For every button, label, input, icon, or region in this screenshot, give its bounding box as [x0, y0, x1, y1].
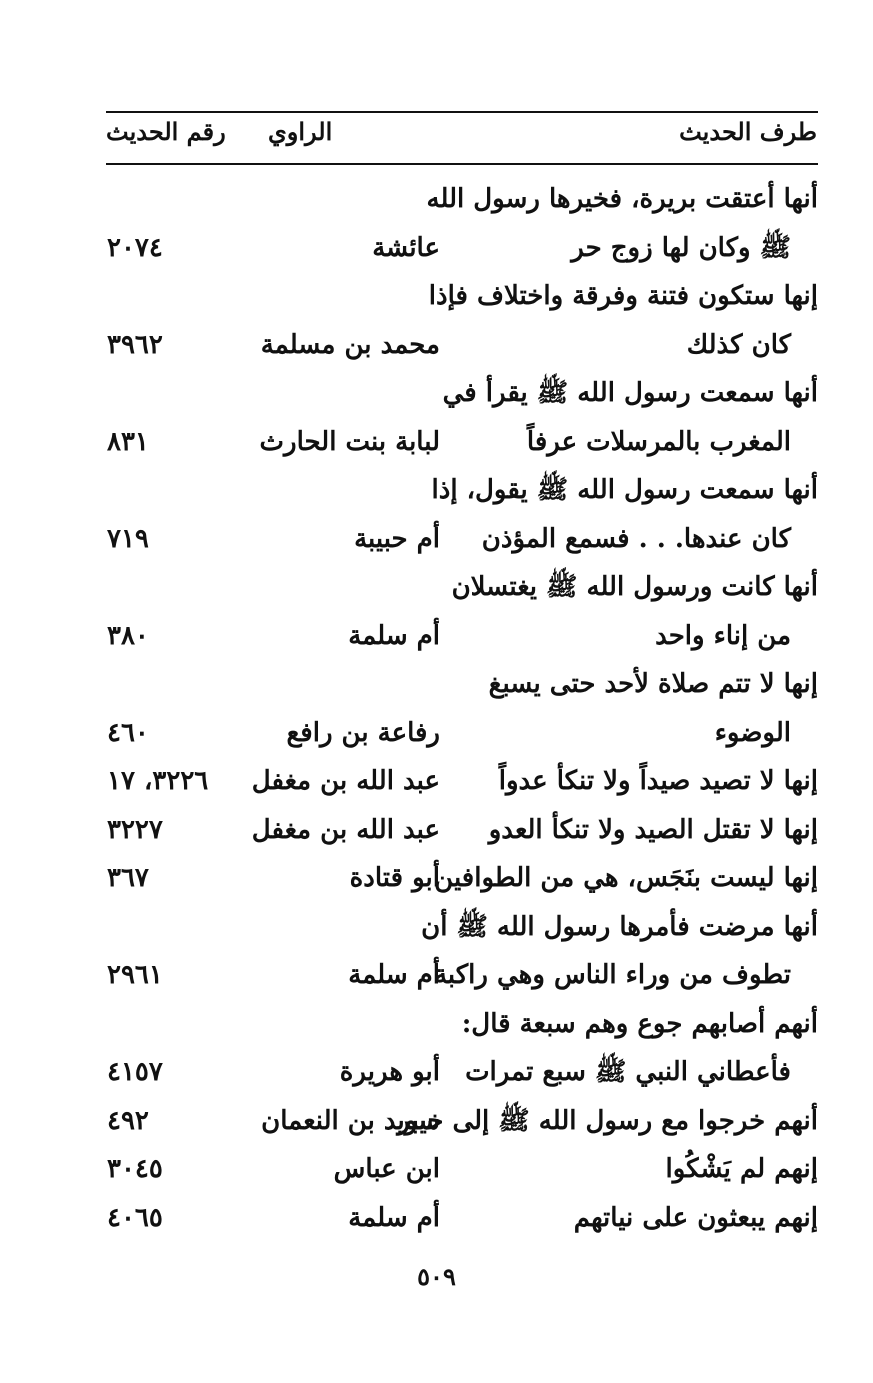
hadith-text-line: ﷺ وكان لها زوج حر: [571, 232, 791, 263]
narrator-name: أبو قتادة: [349, 863, 440, 893]
column-header-number: رقم الحديث: [106, 117, 226, 146]
hadith-text-line: كان كذلك: [686, 329, 791, 360]
hadith-number: ٤٦٠: [107, 717, 149, 748]
hadith-number: ٣٢٢٦، ١٧: [107, 766, 209, 796]
hadith-text-line: فأعطاني النبي ﷺ سبع تمرات: [465, 1057, 791, 1087]
narrator-name: رفاعة بن رافع: [286, 717, 440, 748]
hadith-text-line: أنها سمعت رسول الله ﷺ يقرأ في: [442, 378, 818, 408]
hadith-text-line: إنها لا تقتل الصيد ولا تنكأ العدو: [488, 814, 818, 845]
narrator-name: أبو هريرة: [339, 1057, 440, 1087]
hadith-number: ٨٣١: [107, 426, 149, 457]
hadith-text-line: أنها مرضت فأمرها رسول الله ﷺ أن: [421, 911, 818, 942]
header-top-rule: [106, 111, 818, 113]
hadith-number: ٤١٥٧: [107, 1057, 163, 1087]
hadith-number: ٤٩٢: [107, 1105, 149, 1136]
hadith-text-line: إنها ستكون فتنة وفرقة واختلاف فإذا: [428, 281, 818, 311]
narrator-name: أم سلمة: [348, 960, 440, 990]
narrator-name: ابن عباس: [333, 1154, 440, 1184]
hadith-number: ٣٦٧: [107, 863, 149, 893]
hadith-text-line: إنها ليست بنَجَس، هي من الطوافين: [434, 863, 818, 893]
hadith-text-line: أنها سمعت رسول الله ﷺ يقول، إذا: [431, 475, 818, 505]
hadith-text-line: إنهم يبعثون على نياتهم: [573, 1202, 818, 1233]
hadith-text-line: من إناء واحد: [655, 620, 791, 651]
page-number: ٥٠٩: [417, 1262, 456, 1291]
header-bottom-rule: [106, 163, 818, 165]
hadith-number: ٣٠٤٥: [107, 1154, 163, 1184]
narrator-name: أم سلمة: [348, 620, 440, 651]
narrator-name: لبابة بنت الحارث: [259, 426, 440, 457]
hadith-text-line: إنها لا تصيد صيداً ولا تنكأ عدواً: [498, 766, 818, 796]
hadith-number: ٢٠٧٤: [107, 232, 163, 263]
narrator-name: عبد الله بن مغفل: [251, 766, 440, 796]
hadith-text-line: أنها كانت ورسول الله ﷺ يغتسلان: [451, 572, 818, 602]
hadith-text-line: تطوف من وراء الناس وهي راكبة: [433, 960, 791, 990]
hadith-number: ٣٩٦٢: [107, 329, 163, 360]
narrator-name: محمد بن مسلمة: [260, 329, 440, 360]
narrator-name: أم سلمة: [348, 1202, 440, 1233]
hadith-number: ٧١٩: [107, 523, 149, 554]
hadith-number: ٣٨٠: [107, 620, 149, 651]
hadith-text-line: الوضوء: [714, 717, 791, 748]
narrator-name: سويد بن النعمان: [261, 1105, 440, 1136]
column-header-narrator: الراوي: [268, 117, 333, 146]
narrator-name: عبد الله بن مغفل: [251, 814, 440, 845]
hadith-text-line: إنها لا تتم صلاة لأحد حتى يسبغ: [488, 669, 818, 699]
hadith-text-line: المغرب بالمرسلات عرفاً: [526, 426, 791, 457]
hadith-text-line: أنهم خرجوا مع رسول الله ﷺ إلى خيبر: [397, 1105, 818, 1136]
hadith-number: ٣٢٢٧: [107, 814, 163, 845]
hadith-text-line: كان عندها. . . فسمع المؤذن: [481, 523, 791, 554]
hadith-text-line: إنهم لم يَشْكُوا: [665, 1154, 818, 1184]
narrator-name: أم حبيبة: [354, 523, 440, 554]
hadith-number: ٢٩٦١: [107, 960, 163, 990]
hadith-text-line: أنها أعتقت بريرة، فخيرها رسول الله: [426, 184, 818, 214]
hadith-text-line: أنهم أصابهم جوع وهم سبعة قال:: [461, 1008, 818, 1039]
hadith-number: ٤٠٦٥: [107, 1202, 163, 1233]
narrator-name: عائشة: [372, 232, 440, 263]
column-header-hadith: طرف الحديث: [679, 117, 817, 146]
